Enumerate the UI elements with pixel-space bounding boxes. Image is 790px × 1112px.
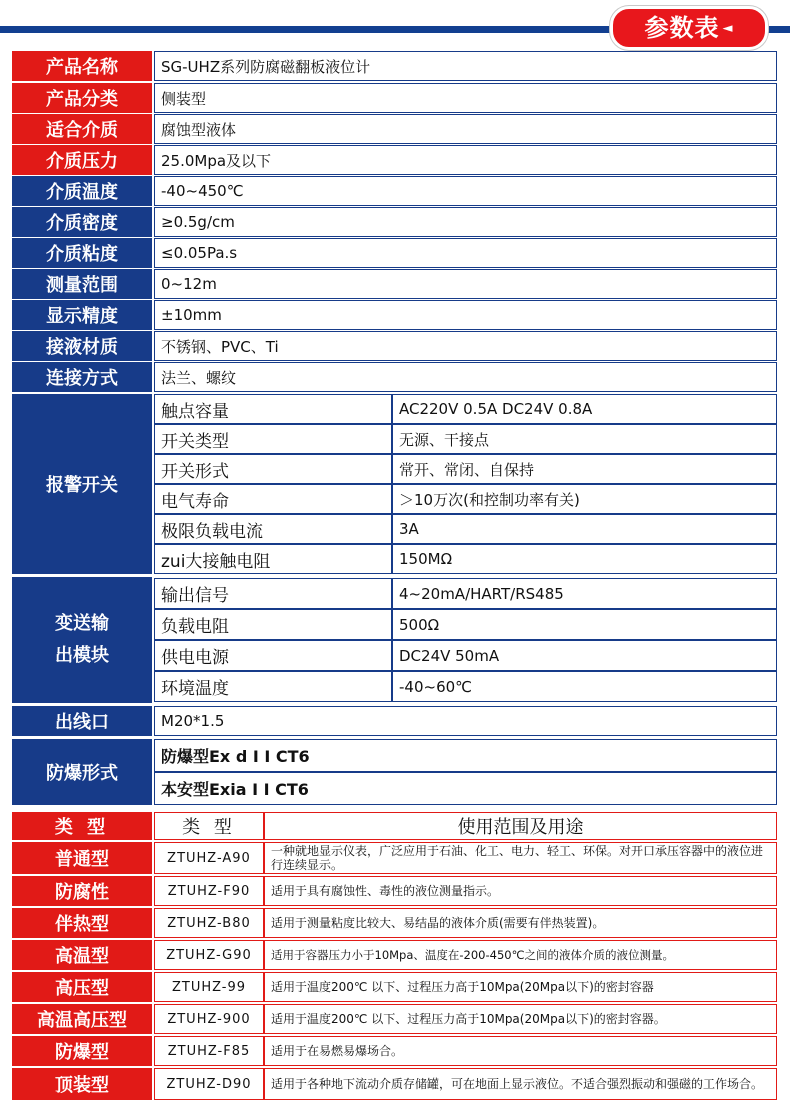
spec-value: ±10mm [154, 300, 777, 330]
type-model: ZTUHZ-A90 [154, 842, 264, 874]
type-label: 高压型 [12, 972, 152, 1002]
transmitter-label [12, 577, 152, 703]
spec-value: 不锈钢、PVC、Ti [154, 331, 777, 361]
type-model: ZTUHZ-F85 [154, 1036, 264, 1066]
spec-value: 0~12m [154, 269, 777, 299]
type-usage: 适用于测量粘度比较大、易结晶的液体介质(需要有伴热装置)。 [264, 908, 777, 938]
type-model: ZTUHZ-99 [154, 972, 264, 1002]
alarm-param-value: AC220V 0.5A DC24V 0.8A [392, 394, 777, 424]
alarm-param-name: 触点容量 [154, 394, 392, 424]
spec-label: 接液材质 [12, 331, 152, 361]
alarm-param-value: 无源、干接点 [392, 424, 777, 454]
types-header-col1: 类 型 [12, 812, 152, 840]
alarm-param-value: 150MΩ [392, 544, 777, 574]
type-usage: 适用于各种地下流动介质存储罐，可在地面上显示液位。不适合强烈振动和强磁的工作场合。 [264, 1068, 777, 1100]
type-usage: 适用于容器压力小于10Mpa、温度在-200-450℃之间的液体介质的液位测量。 [264, 940, 777, 970]
spec-label: 适合介质 [12, 114, 152, 144]
transmitter-param-value: DC24V 50mA [392, 640, 777, 671]
arrow-left-icon: ◄ [722, 21, 734, 36]
transmitter-param-value: -40~60℃ [392, 671, 777, 702]
spec-value: SG-UHZ系列防腐磁翻板液位计 [154, 51, 777, 81]
spec-value: 侧装型 [154, 83, 777, 113]
types-header-col2: 类 型 [154, 812, 264, 840]
type-usage: 适用于在易燃易爆场合。 [264, 1036, 777, 1066]
spec-label: 介质温度 [12, 176, 152, 206]
alarm-param-value: ＞10万次(和控制功率有关) [392, 484, 777, 514]
spec-label: 连接方式 [12, 362, 152, 392]
transmitter-label-line1: 变送输 [55, 613, 109, 634]
alarm-param-value: 常开、常闭、自保持 [392, 454, 777, 484]
type-model: ZTUHZ-B80 [154, 908, 264, 938]
spec-value: 腐蚀型液体 [154, 114, 777, 144]
types-header-col3: 使用范围及用途 [264, 812, 777, 840]
type-label: 高温高压型 [12, 1004, 152, 1034]
explosion-proof-value: 本安型Exia I I CT6 [154, 772, 777, 805]
alarm-param-name: 电气寿命 [154, 484, 392, 514]
transmitter-label-line2: 出模块 [55, 645, 109, 666]
spec-label: 介质密度 [12, 207, 152, 237]
explosion-proof-label: 防爆形式 [12, 739, 152, 805]
type-usage: 一种就地显示仪表，广泛应用于石油、化工、电力、轻工、环保。对开口承压容器中的液位进行连续显示。 [264, 842, 777, 874]
spec-value: 25.0Mpa及以下 [154, 145, 777, 175]
page-title: 参数表 [644, 14, 720, 42]
alarm-param-name: 开关类型 [154, 424, 392, 454]
type-label: 防爆型 [12, 1036, 152, 1066]
spec-value: ≤0.05Pa.s [154, 238, 777, 268]
transmitter-param-name: 供电电源 [154, 640, 392, 671]
alarm-param-value: 3A [392, 514, 777, 544]
page-title-badge [610, 6, 768, 50]
transmitter-param-value: 500Ω [392, 609, 777, 640]
spec-label: 产品名称 [12, 51, 152, 81]
transmitter-param-name: 负载电阻 [154, 609, 392, 640]
type-label: 顶装型 [12, 1068, 152, 1100]
type-label: 高温型 [12, 940, 152, 970]
type-usage: 适用于温度200℃ 以下、过程压力高于10Mpa(20Mpa以下)的密封容器。 [264, 1004, 777, 1034]
type-model: ZTUHZ-D90 [154, 1068, 264, 1100]
transmitter-param-value: 4~20mA/HART/RS485 [392, 578, 777, 609]
spec-label: 介质压力 [12, 145, 152, 175]
type-usage: 适用于具有腐蚀性、毒性的液位测量指示。 [264, 876, 777, 906]
type-model: ZTUHZ-900 [154, 1004, 264, 1034]
type-label: 防腐性 [12, 876, 152, 906]
outlet-value: M20*1.5 [154, 706, 777, 736]
transmitter-param-name: 输出信号 [154, 578, 392, 609]
spec-label: 介质粘度 [12, 238, 152, 268]
type-model: ZTUHZ-G90 [154, 940, 264, 970]
outlet-label: 出线口 [12, 706, 152, 736]
type-model: ZTUHZ-F90 [154, 876, 264, 906]
spec-value: ≥0.5g/cm [154, 207, 777, 237]
transmitter-param-name: 环境温度 [154, 671, 392, 702]
explosion-proof-value: 防爆型Ex d I I CT6 [154, 739, 777, 772]
spec-label: 测量范围 [12, 269, 152, 299]
spec-label: 产品分类 [12, 83, 152, 113]
type-label: 普通型 [12, 842, 152, 874]
alarm-switch-label: 报警开关 [12, 394, 152, 574]
type-label: 伴热型 [12, 908, 152, 938]
spec-value: 法兰、螺纹 [154, 362, 777, 392]
alarm-param-name: 极限负载电流 [154, 514, 392, 544]
spec-label: 显示精度 [12, 300, 152, 330]
type-usage: 适用于温度200℃ 以下、过程压力高于10Mpa(20Mpa以下)的密封容器 [264, 972, 777, 1002]
alarm-param-name: 开关形式 [154, 454, 392, 484]
alarm-param-name: zui大接触电阻 [154, 544, 392, 574]
spec-value: -40~450℃ [154, 176, 777, 206]
